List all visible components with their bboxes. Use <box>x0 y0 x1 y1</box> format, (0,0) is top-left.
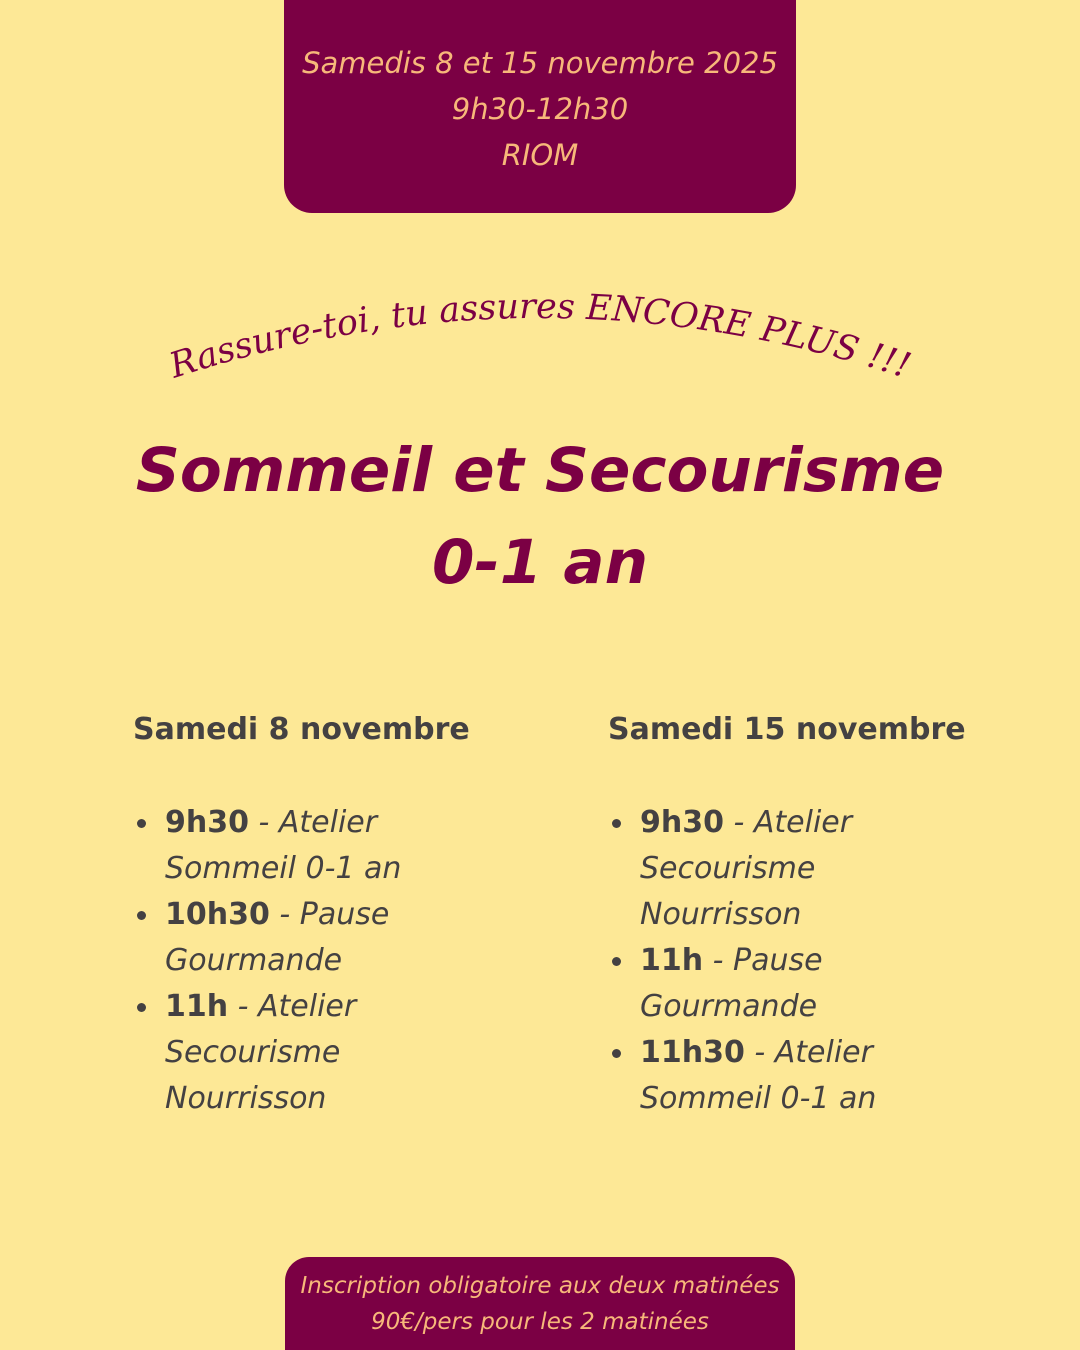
item-separator: - <box>744 1035 775 1070</box>
item-time: 10h30 <box>165 897 270 932</box>
bullet-icon <box>612 957 621 966</box>
item-activity-line: Secourisme <box>165 1035 341 1070</box>
bullet-icon <box>137 819 146 828</box>
event-location: RIOM <box>501 138 579 172</box>
item-activity-line: Gourmande <box>640 989 818 1024</box>
item-activity: Atelier <box>258 989 357 1024</box>
price-note: 90€/pers pour les 2 matinées <box>371 1309 709 1335</box>
main-title-line1: Sommeil et Secourisme <box>135 435 945 506</box>
main-title <box>0 425 1080 609</box>
tagline-text: Rassure-toi, tu assures ENCORE PLUS !!! <box>164 290 916 387</box>
item-separator: - <box>269 897 300 932</box>
schedule-day-1 <box>133 708 553 1122</box>
bullet-icon <box>137 1003 146 1012</box>
item-activity-line: Nourrisson <box>165 1081 327 1116</box>
day-heading: Samedi 8 novembre <box>133 712 470 747</box>
item-activity: Atelier <box>278 805 378 840</box>
event-info-box <box>284 0 796 213</box>
item-activity-line: Sommeil 0-1 an <box>165 851 402 886</box>
list-item <box>133 984 553 1122</box>
item-activity: Atelier <box>774 1035 873 1070</box>
item-time: 11h <box>640 943 704 978</box>
item-separator: - <box>228 989 259 1024</box>
tagline <box>0 290 1080 420</box>
schedule-list <box>133 800 553 1122</box>
item-time: 11h <box>165 989 229 1024</box>
item-activity-line: Sommeil 0-1 an <box>640 1081 877 1116</box>
event-dates: Samedis 8 et 15 novembre 2025 <box>302 46 778 80</box>
schedule-day-2 <box>608 708 1028 1122</box>
registration-box <box>285 1257 795 1350</box>
item-time: 9h30 <box>165 805 249 840</box>
item-activity: Pause <box>299 897 390 932</box>
day-heading: Samedi 15 novembre <box>608 712 966 747</box>
item-time: 11h30 <box>640 1035 745 1070</box>
registration-note: Inscription obligatoire aux deux matinées <box>300 1273 780 1299</box>
item-activity: Atelier <box>753 805 853 840</box>
main-title-line2: 0-1 an <box>431 527 649 598</box>
item-activity-line: Nourrisson <box>640 897 802 932</box>
item-activity-line: Secourisme <box>640 851 816 886</box>
item-activity: Pause <box>733 943 823 978</box>
bullet-icon <box>137 911 146 920</box>
item-activity-line: Gourmande <box>165 943 343 978</box>
list-item <box>608 1030 1028 1122</box>
list-item <box>608 938 1028 1030</box>
svg-text:Rassure-toi, tu assures ENCORE <box>164 290 915 387</box>
bullet-icon <box>612 819 621 828</box>
event-hours: 9h30-12h30 <box>451 92 629 126</box>
item-separator: - <box>723 805 754 840</box>
list-item <box>608 800 1028 938</box>
list-item <box>133 892 553 984</box>
item-time: 9h30 <box>640 805 724 840</box>
list-item <box>133 800 553 892</box>
item-separator: - <box>703 943 734 978</box>
item-separator: - <box>248 805 279 840</box>
schedule-list <box>608 800 1028 1122</box>
bullet-icon <box>612 1049 621 1058</box>
